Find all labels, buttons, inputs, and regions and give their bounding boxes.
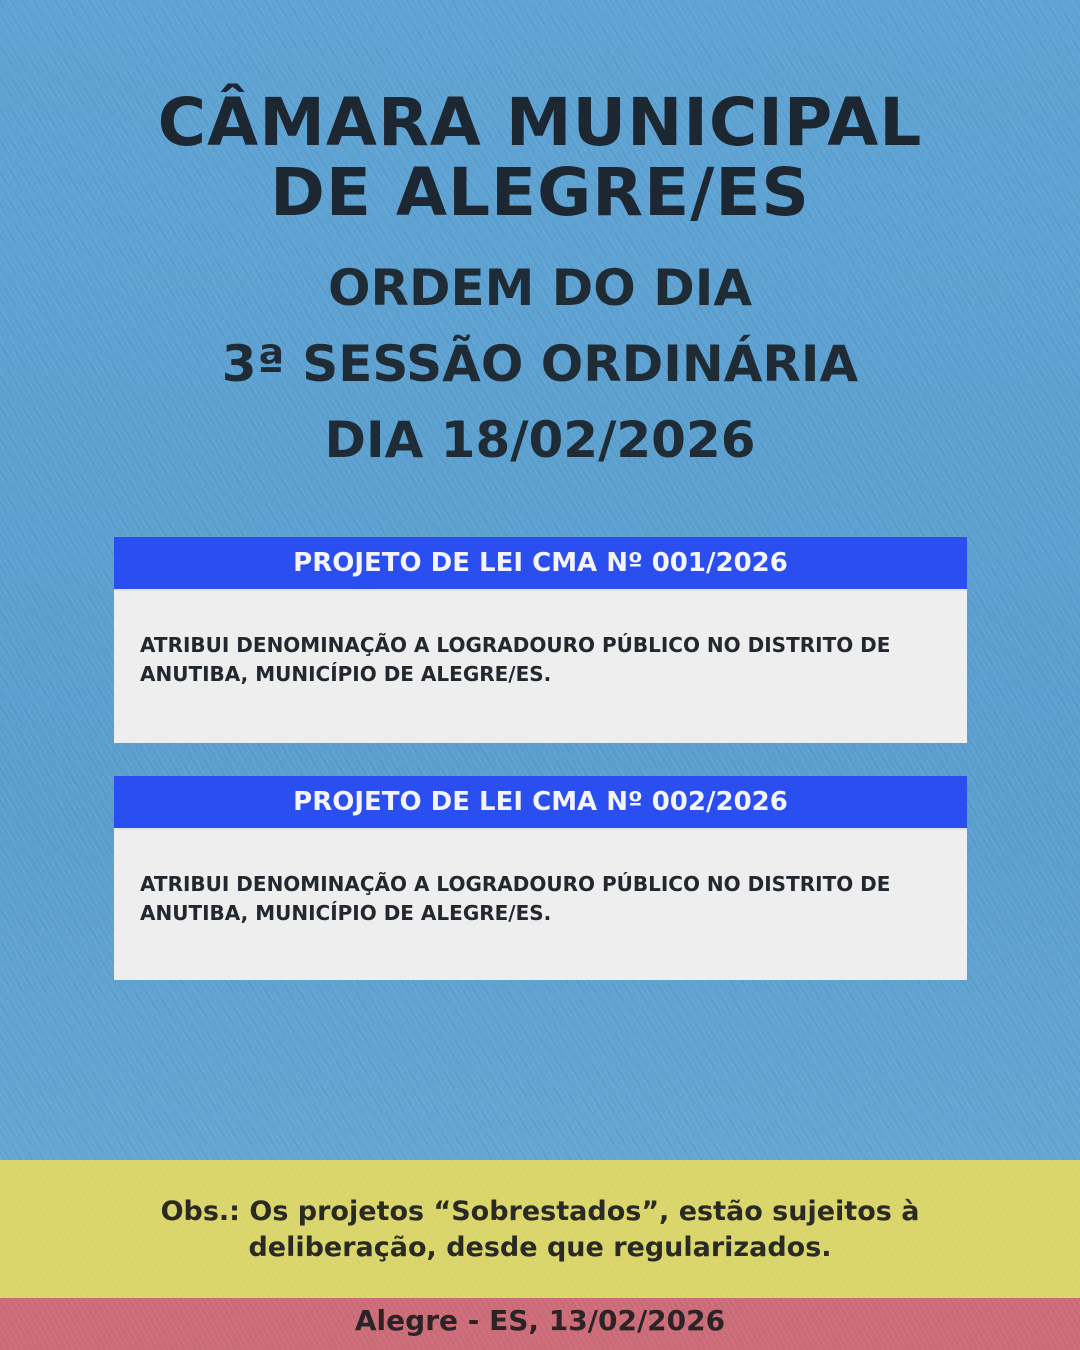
title-line-2: DE ALEGRE/ES	[270, 154, 810, 231]
subtitle-line-3: DIA 18/02/2026	[324, 411, 756, 469]
subtitle-line-1: ORDEM DO DIA	[327, 259, 753, 317]
observation-band	[0, 1160, 1080, 1298]
session-info	[0, 250, 1080, 478]
page-title	[0, 84, 1080, 231]
agenda-item-description: ATRIBUI DENOMINAÇÃO A LOGRADOURO PÚBLICO NO DISTRITO DE ANUTIBA, MUNICÍPIO DE ALEGRE/ES.	[114, 828, 967, 980]
footer-place-date: Alegre - ES, 13/02/2026	[354, 1304, 726, 1337]
observation-line-2: deliberação, desde que regularizados.	[248, 1232, 832, 1263]
footer-band	[0, 1298, 1080, 1350]
agenda-item-heading: PROJETO DE LEI CMA Nº 001/2026	[114, 537, 967, 589]
observation-text	[0, 1194, 1080, 1266]
agenda-item-description: ATRIBUI DENOMINAÇÃO A LOGRADOURO PÚBLICO NO DISTRITO DE ANUTIBA, MUNICÍPIO DE ALEGRE/ES.	[114, 589, 967, 743]
agenda-item-card	[114, 776, 967, 980]
agenda-item-heading: PROJETO DE LEI CMA Nº 002/2026	[114, 776, 967, 828]
subtitle-line-2: 3ª SESSÃO ORDINÁRIA	[221, 335, 859, 393]
agenda-item-card	[114, 537, 967, 743]
observation-line-1: Obs.: Os projetos “Sobrestados”, estão sujeitos à	[160, 1196, 920, 1227]
header	[0, 84, 1080, 478]
title-line-1: CÂMARA MUNICIPAL	[157, 84, 923, 161]
